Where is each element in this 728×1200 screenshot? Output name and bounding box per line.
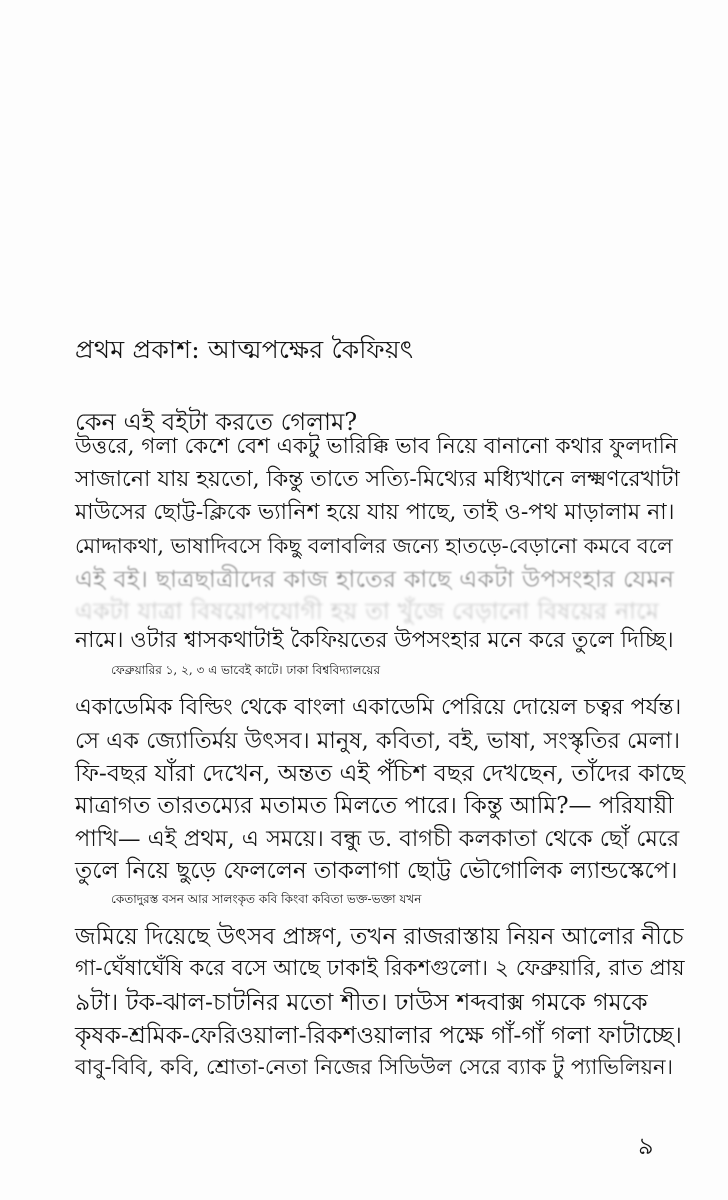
text-line-15: কেতাদুরস্ত বসন আর সালংকৃত কবি কিংবা কবিতা ভক্ত-ভক্তা যখন	[111, 892, 422, 906]
text-line-9: একাডেমিক বিল্ডিং থেকে বাংলা একাডেমি পেরিয়ে দোয়েল চত্বর পর্যন্ত।	[75, 695, 682, 720]
text-line-18: ৯টা। টক-ঝাল-চাটনির মতো শীত। ঢাউস শব্দবাক্স গমকে গমকে	[75, 988, 648, 1016]
text-line-6-faded: একটা যাত্রা বিষয়োপযোগী হয় তা খুঁজে বেড়ানো বিষয়ের নামে	[75, 597, 660, 625]
opening-question: কেন এই বইটা করতে গেলাম?	[75, 408, 358, 436]
text-line-8: ফেব্রুয়ারির ১, ২, ৩ এ ভাবেই কাটে। ঢাকা বিশ্ববিদ্যালয়ের	[111, 663, 381, 677]
text-line-4: মোদ্দাকথা, ভাষাদিবসে কিছু বলাবলির জন্যে হাতড়ে-বেড়ানো কমবে বলে	[75, 534, 673, 558]
text-line-11: ফি-বছর যাঁরা দেখেন, অন্তত এই পঁচিশ বছর দেখছেন, তাঁদের কাছে	[75, 759, 686, 787]
page-heading: প্রথম প্রকাশ: আত্মপক্ষের কৈফিয়ৎ	[75, 335, 414, 364]
text-line-7: নামে। ওটার শ্বাসকথাটাই কৈফিয়তের উপসংহার মনে করে তুলে দিচ্ছি।	[75, 628, 674, 653]
page-number: ৯	[638, 1132, 654, 1160]
text-line-2: সাজানো যায় হয়তো, কিন্তু তাতে সত্যি-মিথ্যের মধ্যিখানে লক্ষ্মণরেখাটা	[75, 467, 680, 492]
text-line-12: মাত্রাগত তারতম্যের মতামত মিলতে পারে। কিন্তু আমি?— পরিযায়ী	[75, 793, 674, 819]
text-line-19: কৃষক-শ্রমিক-ফেরিওয়ালা-রিকশওয়ালার পক্ষে গাঁ-গাঁ গলা ফাটাচ্ছে।	[75, 1021, 682, 1049]
text-line-16: জমিয়ে দিয়েছে উৎসব প্রাঙ্গণ, তখন রাজরাস্তায় নিয়ন আলোর নীচে	[75, 924, 684, 950]
text-line-5-faded: এই বই। ছাত্রছাত্রীদের কাজ হাতের কাছে একটা উপসংহার যেমন	[75, 565, 675, 593]
text-line-14: তুলে নিয়ে ছুড়ে ফেললেন তাকলাগা ছোট্ট ভৌগোলিক ল্যান্ডস্কেপে।	[75, 858, 678, 884]
text-line-20: বাবু-বিবি, কবি, শ্রোতা-নেতা নিজের সিডিউল সেরে ব্যাক টু প্যাভিলিয়ন।	[75, 1055, 674, 1079]
text-line-17: গা-ঘেঁষাঘেঁষি করে বসে আছে ঢাকাই রিকশগুলো। ২ ফেব্রুয়ারি, রাত প্রায়	[75, 956, 685, 981]
text-line-1: উত্তরে, গলা কেশে বেশ একটু ভারিক্কি ভাব নিয়ে বানানো কথার ফুলদানি	[75, 434, 678, 459]
text-line-3: মাউসের ছোট্ট-ক্লিকে ভ্যানিশ হয়ে যায় পাছে, তাই ও-পথ মাড়ালাম না।	[75, 500, 675, 525]
text-line-13: পাখি— এই প্রথম, এ সময়ে। বন্ধু ড. বাগচী কলকাতা থেকে ছোঁ মেরে	[75, 826, 680, 852]
text-line-10: সে এক জ্যোতির্ময় উৎসব। মানুষ, কবিতা, বই, ভাষা, সংস্কৃতির মেলা।	[75, 728, 681, 754]
